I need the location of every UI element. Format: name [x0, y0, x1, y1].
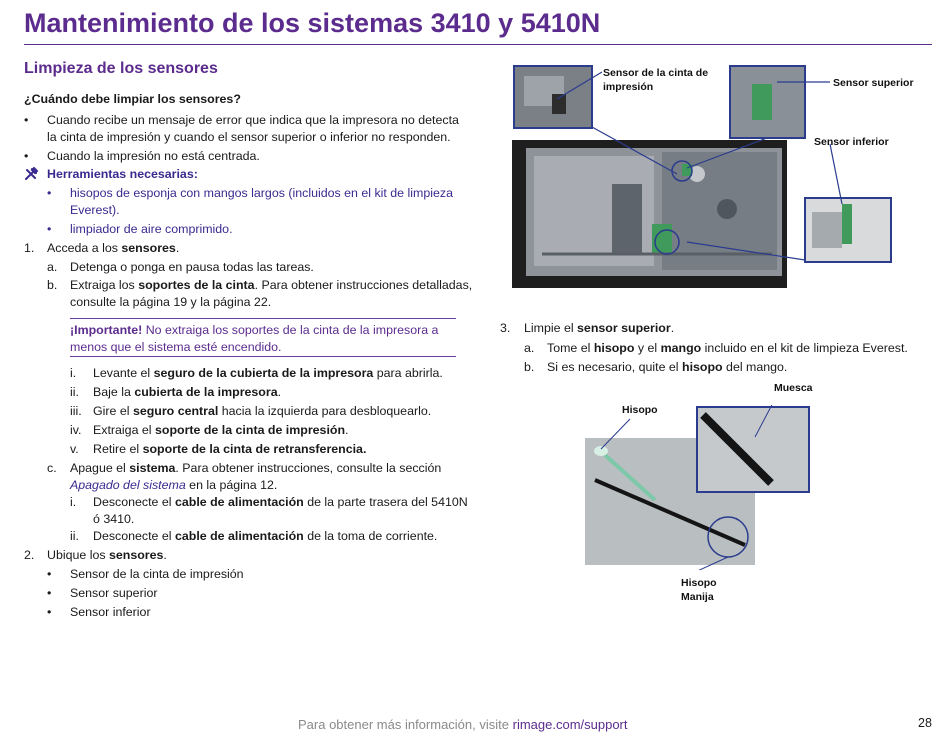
bottom-sensor-callout: Sensor inferior — [814, 136, 889, 148]
step-3a: Tome el hisopo y el mango incluido en el kit de limpieza Everest. — [547, 341, 908, 355]
substep-letter: a. — [524, 341, 535, 355]
tools-icon — [24, 167, 38, 186]
support-link[interactable]: rimage.com/support — [512, 717, 628, 732]
tool-item-2: limpiador de aire comprimido. — [70, 222, 233, 236]
roman-number: i. — [70, 495, 77, 509]
step-1-roman-1: Levante el seguro de la cubierta de la impresora para abrirla. — [93, 366, 443, 380]
roman-number: iv. — [70, 423, 82, 437]
section-title: Limpieza de los sensores — [24, 60, 218, 77]
step-1-roman-4: Extraiga el soporte de la cinta de impresión. — [93, 423, 349, 437]
top-sensor-callout: Sensor superior — [833, 77, 914, 89]
sensor-list-item: Sensor superior — [70, 586, 158, 600]
step-1c-line1: Apague el sistema. Para obtener instrucciones, consulte la sección — [70, 461, 442, 475]
step-1: Acceda a los sensores. — [47, 241, 180, 255]
step-1c-ii: Desconecte el cable de alimentación de la toma de corriente. — [93, 529, 438, 543]
roman-number: i. — [70, 366, 77, 380]
substep-letter: a. — [47, 260, 58, 274]
step-3b: Si es necesario, quite el hisopo del mango. — [547, 360, 788, 374]
step-number: 3. — [500, 321, 511, 335]
step-2: Ubique los sensores. — [47, 548, 167, 562]
step-1-roman-3: Gire el seguro central hacia la izquierda para desbloquearlo. — [93, 404, 432, 418]
step-1a: Detenga o ponga en pausa todas las tareas. — [70, 260, 314, 274]
step-1c-i-line1: Desconecte el cable de alimentación de la parte trasera del 5410N — [93, 495, 468, 509]
roman-number: ii. — [70, 529, 79, 543]
tools-bullet: • — [47, 186, 52, 200]
swab-photo — [585, 405, 815, 570]
footer: Para obtener más información, visite rimage.com/support — [298, 717, 628, 732]
step-1b-line1: Extraiga los soportes de la cinta. Para obtener instrucciones detalladas, — [70, 278, 473, 292]
roman-number: iii. — [70, 404, 82, 418]
step-number: 2. — [24, 548, 35, 562]
important-note-line1: ¡Importante! No extraiga los soportes de la cinta de la impresora a — [70, 323, 439, 337]
swab-handle-callout-line1: Hisopo — [681, 577, 717, 589]
swab-callout: Hisopo — [622, 404, 658, 416]
sensor-bullet: • — [47, 605, 52, 619]
important-note-line2: menos que el sistema esté encendido. — [70, 340, 282, 354]
when-item-2: Cuando la impresión no está centrada. — [47, 149, 260, 163]
step-1b-line2: consulte la página 19 y la página 22. — [70, 295, 272, 309]
left-column — [24, 0, 473, 733]
power-off-link[interactable]: Apagado del sistema — [70, 478, 186, 492]
question-heading: ¿Cuándo debe limpiar los sensores? — [24, 92, 241, 106]
when-bullet: • — [24, 113, 29, 127]
tools-heading: Herramientas necesarias: — [47, 167, 198, 181]
roman-number: ii. — [70, 385, 79, 399]
when-bullet: • — [24, 149, 29, 163]
sensor-bullet: • — [47, 567, 52, 581]
ribbon-sensor-callout-line2: impresión — [603, 81, 654, 93]
swab-handle-callout-line2: Manija — [681, 591, 714, 603]
substep-letter: c. — [47, 461, 57, 475]
important-bottom-rule — [70, 356, 456, 357]
tool-item-1-line2: Everest). — [70, 203, 120, 217]
step-1c-line2: Apagado del sistema en la página 12. — [70, 478, 278, 492]
when-item-1-line1: Cuando recibe un mensaje de error que indica que la impresora no detecta — [47, 113, 459, 127]
substep-letter: b. — [47, 278, 58, 292]
roman-number: v. — [70, 442, 79, 456]
page-title: Mantenimiento de los sistemas 3410 y 5410N — [24, 8, 601, 38]
sensor-list-item: Sensor de la cinta de impresión — [70, 567, 244, 581]
step-number: 1. — [24, 241, 35, 255]
sensor-bullet: • — [47, 586, 52, 600]
step-1-roman-2: Baje la cubierta de la impresora. — [93, 385, 282, 399]
sensor-list-item: Sensor inferior — [70, 605, 151, 619]
when-item-1-line2: la cinta de impresión y cuando el sensor superior o inferior no responden. — [47, 130, 451, 144]
right-column — [500, 0, 940, 380]
tool-item-1-line1: hisopos de esponja con mangos largos (incluidos en el kit de limpieza — [70, 186, 453, 200]
important-top-rule — [70, 318, 456, 319]
notch-callout: Muesca — [774, 382, 813, 394]
step-3: Limpie el sensor superior. — [524, 321, 675, 335]
page-number: 28 — [918, 716, 932, 730]
step-1-roman-5: Retire el soporte de la cinta de retransferencia. — [93, 442, 367, 456]
tools-bullet: • — [47, 222, 52, 236]
substep-letter: b. — [524, 360, 535, 374]
ribbon-sensor-callout-line1: Sensor de la cinta de — [603, 67, 709, 79]
step-1c-i-line2: ó 3410. — [93, 512, 135, 526]
